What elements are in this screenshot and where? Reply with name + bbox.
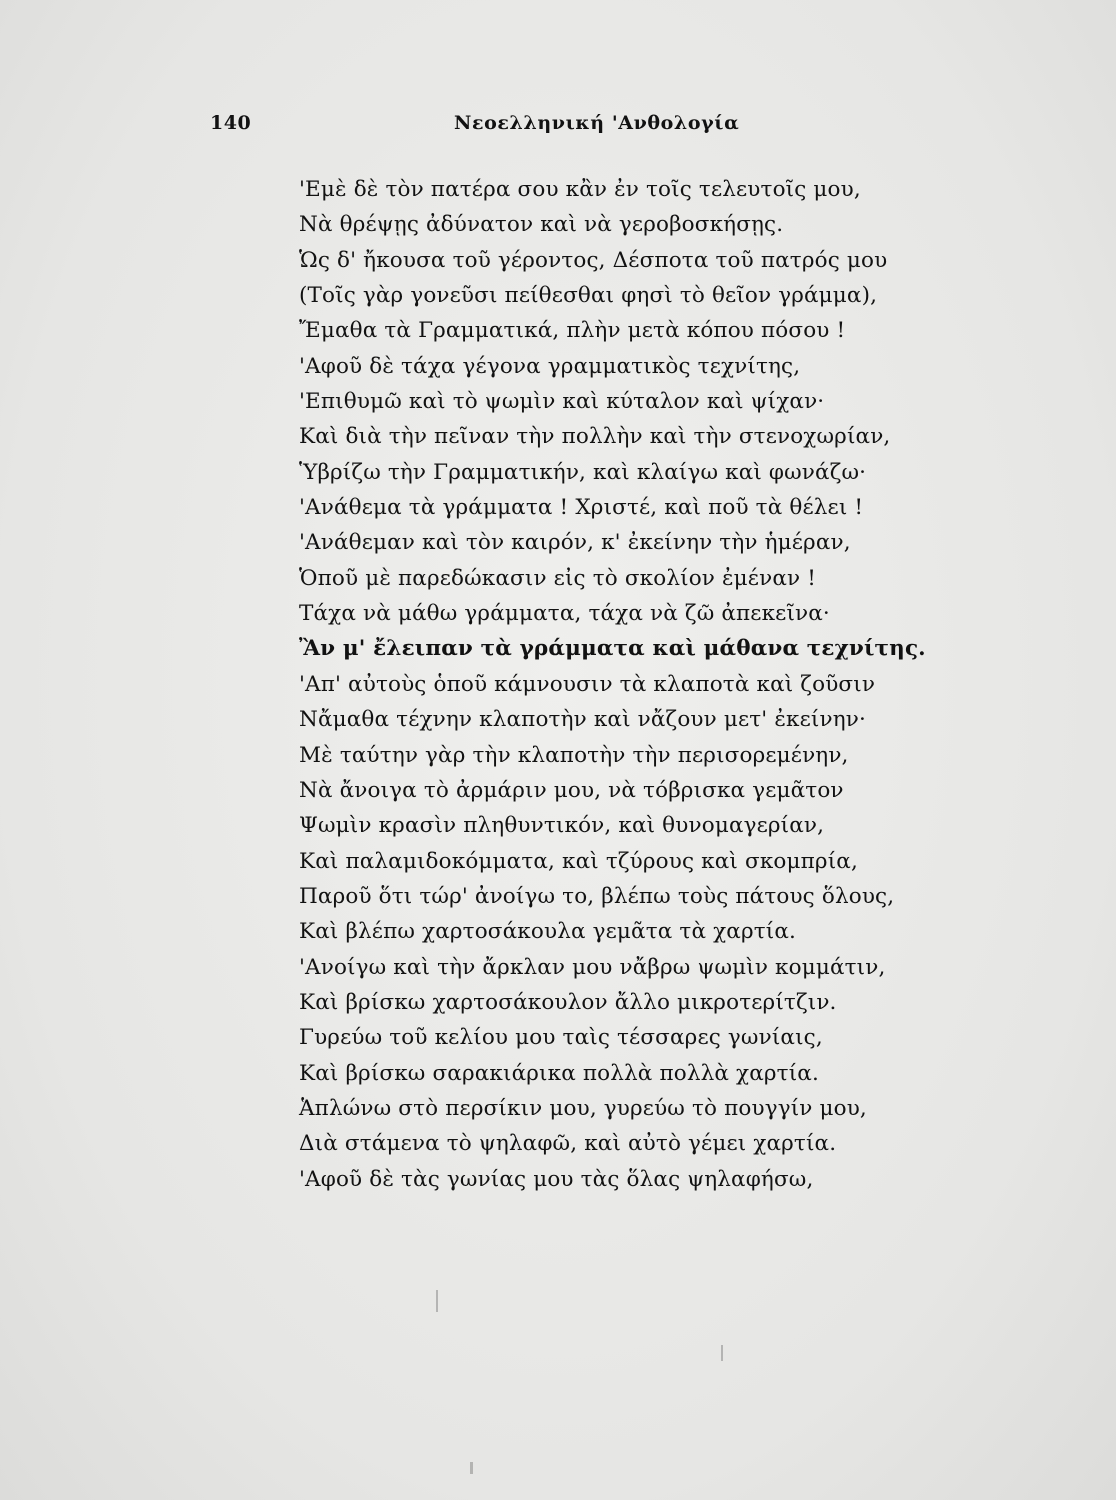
poem-line: Καὶ βλέπω χαρτοσάκουλα γεμᾶτα τὰ χαρτία. xyxy=(299,919,797,945)
poem-line: 'Ανάθεμαν καὶ τὸν καιρόν, κ' ἐκείνην τὴν ἡμέραν, xyxy=(299,530,851,556)
poem-line: 'Αφοῦ δὲ τὰς γωνίας μου τὰς ὅλας ψηλαφήσω, xyxy=(299,1166,814,1192)
running-title: Νεοελληνική 'Ανθολογία xyxy=(454,112,740,134)
page-number: 140 xyxy=(210,112,252,134)
poem-line: Τάχα νὰ μάθω γράμματα, τάχα νὰ ζῶ ἀπεκεῖνα· xyxy=(299,601,830,627)
poem-line: 'Επιθυμῶ καὶ τὸ ψωμὶν καὶ κύταλον καὶ ψίχαν· xyxy=(299,389,825,415)
poem-line: Ὁποῦ μὲ παρεδώκασιν εἰς τὸ σκολίον ἐμέναν ! xyxy=(299,565,816,591)
poem-text xyxy=(299,172,979,1197)
poem-line: (Τοῖς γὰρ γονεῦσι πείθεσθαι φησὶ τὸ θεῖον γράμμα), xyxy=(299,283,878,309)
poem-line: Ἂν μ' ἔλειπαν τὰ γράμματα καὶ μάθανα τεχνίτης. xyxy=(299,636,926,662)
poem-line: Διὰ στάμενα τὸ ψηλαφῶ, καὶ αὐτὸ γέμει χαρτία. xyxy=(299,1131,837,1157)
poem-line: 'Απ' αὐτοὺς ὁποῦ κάμνουσιν τὰ κλαποτὰ καὶ ζοῦσιν xyxy=(299,671,876,697)
poem-line: Καὶ βρίσκω σαρακιάρικα πολλὰ πολλὰ χαρτία. xyxy=(299,1060,819,1086)
poem-line: Ἁπλώνω στὸ περσίκιν μου, γυρεύω τὸ πουγγίν μου, xyxy=(299,1095,867,1121)
paper-mark xyxy=(470,1462,473,1474)
poem-line: Καὶ διὰ τὴν πεῖναν τὴν πολλὴν καὶ τὴν στενοχωρίαν, xyxy=(299,424,891,450)
poem-line: Παροῦ ὅτι τώρ' ἀνοίγω το, βλέπω τοὺς πάτους ὅλους, xyxy=(299,883,895,909)
poem-line: 'Ανοίγω καὶ τὴν ἄρκλαν μου νἄβρω ψωμὶν κομμάτιν, xyxy=(299,954,886,980)
poem-line: Καὶ βρίσκω χαρτοσάκουλον ἄλλο μικροτερίτζιν. xyxy=(299,989,837,1015)
poem-line: Ὡς δ' ἤκουσα τοῦ γέροντος, Δέσποτα τοῦ πατρός μου xyxy=(299,247,888,273)
poem-line: Μὲ ταύτην γὰρ τὴν κλαποτὴν τὴν περισορεμένην, xyxy=(299,742,849,768)
poem-line: Νἄμαθα τέχνην κλαποτὴν καὶ νἄζουν μετ' ἐκείνην· xyxy=(299,707,866,733)
poem-line: 'Εμὲ δὲ τὸν πατέρα σου κἂν ἐν τοῖς τελευτοῖς μου, xyxy=(299,177,861,202)
poem-line: Ὑβρίζω τὴν Γραμματικήν, καὶ κλαίγω καὶ φωνάζω· xyxy=(299,459,867,485)
poem-line: Νὰ θρέψῃς ἀδύνατον καὶ νὰ γεροβοσκήσῃς. xyxy=(299,212,784,238)
poem-line: Ἔμαθα τὰ Γραμματικά, πλὴν μετὰ κόπου πόσου ! xyxy=(299,318,846,344)
page-header xyxy=(210,112,810,142)
poem-line: 'Αφοῦ δὲ τάχα γέγονα γραμματικὸς τεχνίτης, xyxy=(299,353,801,379)
paper-mark xyxy=(721,1345,723,1361)
poem-line: Νὰ ἄνοιγα τὸ ἀρμάριν μου, νὰ τόβρισκα γεμᾶτον xyxy=(299,777,844,803)
poem-line: Ψωμὶν κρασὶν πληθυντικόν, καὶ θυνομαγερίαν, xyxy=(299,813,825,839)
paper-mark xyxy=(436,1290,438,1312)
poem-line: Γυρεύω τοῦ κελίου μου ταὶς τέσσαρες γωνίαις, xyxy=(299,1025,823,1051)
poem-line: Καὶ παλαμιδοκόμματα, καὶ τζύρους καὶ σκομπρία, xyxy=(299,848,858,874)
poem-line: 'Ανάθεμα τὰ γράμματα ! Χριστέ, καὶ ποῦ τὰ θέλει ! xyxy=(299,495,864,521)
